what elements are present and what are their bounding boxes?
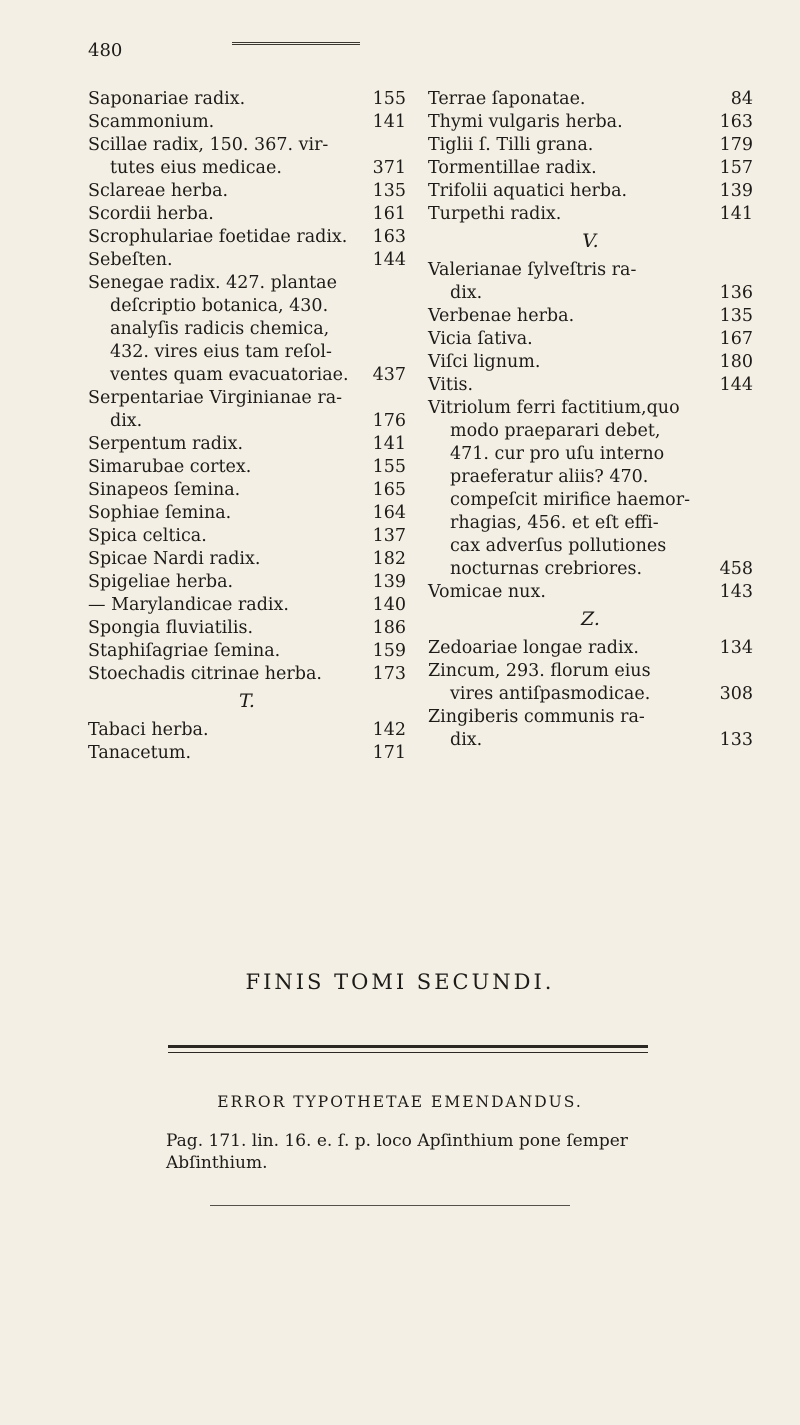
index-list-t bbox=[88, 719, 406, 765]
index-entry bbox=[88, 742, 406, 765]
index-list-v bbox=[428, 259, 753, 604]
entry-text: rhagias, 456. et eſt effi- bbox=[450, 513, 659, 533]
entry-text: deſcriptio botanica, 430. bbox=[110, 296, 329, 316]
index-list-t-continued bbox=[428, 88, 753, 226]
errata-text bbox=[166, 1130, 666, 1174]
entry-page-number: 143 bbox=[719, 582, 753, 602]
index-entry bbox=[428, 259, 753, 282]
entry-text: cax adverſus pollutiones bbox=[450, 536, 667, 556]
entry-page-number: 308 bbox=[719, 684, 753, 704]
entry-text: Spica celtica. bbox=[88, 526, 207, 546]
index-entry bbox=[428, 660, 753, 683]
entry-text: Zincum, 293. florum eius bbox=[428, 661, 651, 681]
index-entry bbox=[88, 479, 406, 502]
index-entry bbox=[88, 663, 406, 686]
errata-title: ERROR TYPOTHETAE EMENDANDUS. bbox=[217, 1093, 583, 1111]
index-entry bbox=[428, 134, 753, 157]
entry-page-number: 186 bbox=[372, 618, 406, 638]
entry-text: Vitis. bbox=[428, 375, 474, 395]
entry-page-number: 155 bbox=[372, 89, 406, 109]
index-entry bbox=[428, 111, 753, 134]
index-entry bbox=[428, 512, 753, 535]
header-rule bbox=[232, 42, 360, 45]
entry-text: 432. vires eius tam reſol- bbox=[110, 342, 332, 362]
entry-text: Tormentillae radix. bbox=[428, 158, 597, 178]
index-entry bbox=[428, 558, 753, 581]
index-entry bbox=[88, 249, 406, 272]
index-entry bbox=[88, 456, 406, 479]
entry-text: — Marylandicae radix. bbox=[88, 595, 289, 615]
entry-page-number: 139 bbox=[719, 181, 753, 201]
entry-page-number: 134 bbox=[719, 638, 753, 658]
entry-text: Sophiae ſemina. bbox=[88, 503, 232, 523]
index-entry bbox=[88, 157, 406, 180]
index-entry bbox=[88, 410, 406, 433]
index-list-s bbox=[88, 88, 406, 686]
entry-text: nocturnas crebriores. bbox=[450, 559, 643, 579]
entry-page-number: 141 bbox=[372, 112, 406, 132]
index-entry bbox=[428, 683, 753, 706]
index-entry bbox=[88, 387, 406, 410]
entry-text: 471. cur pro uſu interno bbox=[450, 444, 665, 464]
index-entry bbox=[428, 282, 753, 305]
entry-page-number: 458 bbox=[719, 559, 753, 579]
entry-text: Terrae ſaponatae. bbox=[428, 89, 586, 109]
entry-text: Valerianae ſylveſtris ra- bbox=[428, 260, 637, 280]
entry-text: Scillae radix, 150. 367. vir- bbox=[88, 135, 329, 155]
entry-page-number: 173 bbox=[372, 664, 406, 684]
entry-text: Zedoariae longae radix. bbox=[428, 638, 639, 658]
entry-text: Sclareae herba. bbox=[88, 181, 229, 201]
entry-text: vires antiſpasmodicae. bbox=[450, 684, 651, 704]
entry-page-number: 140 bbox=[372, 595, 406, 615]
entry-page-number: 182 bbox=[372, 549, 406, 569]
bottom-rule bbox=[210, 1205, 570, 1206]
errata-line: Abſinthium. bbox=[166, 1153, 268, 1173]
index-entry bbox=[88, 318, 406, 341]
entry-text: Staphiſagriae ſemina. bbox=[88, 641, 281, 661]
entry-text: Scordii herba. bbox=[88, 204, 214, 224]
index-entry bbox=[428, 157, 753, 180]
entry-page-number: 159 bbox=[372, 641, 406, 661]
entry-text: Vicia ſativa. bbox=[428, 329, 533, 349]
entry-text: compeſcit mirifice haemor- bbox=[450, 490, 690, 510]
entry-text: Scammonium. bbox=[88, 112, 215, 132]
entry-page-number: 371 bbox=[372, 158, 406, 178]
entry-page-number: 155 bbox=[372, 457, 406, 477]
index-entry bbox=[88, 502, 406, 525]
entry-text: Zingiberis communis ra- bbox=[428, 707, 645, 727]
index-entry bbox=[428, 180, 753, 203]
index-entry bbox=[88, 364, 406, 387]
index-entry bbox=[428, 581, 753, 604]
index-entry bbox=[88, 719, 406, 742]
entry-text: Serpentum radix. bbox=[88, 434, 244, 454]
entry-text: dix. bbox=[450, 730, 483, 750]
entry-page-number: 176 bbox=[372, 411, 406, 431]
index-entry bbox=[88, 111, 406, 134]
entry-page-number: 142 bbox=[372, 720, 406, 740]
errata-line: Pag. 171. lin. 16. e. ſ. p. loco Apſinthium pone ſemper bbox=[166, 1131, 628, 1151]
index-entry bbox=[428, 729, 753, 752]
entry-page-number: 180 bbox=[719, 352, 753, 372]
entry-page-number: 141 bbox=[719, 204, 753, 224]
entry-page-number: 135 bbox=[372, 181, 406, 201]
finis-line: FINIS TOMI SECUNDI. bbox=[245, 970, 555, 994]
entry-page-number: 163 bbox=[372, 227, 406, 247]
index-entry bbox=[428, 305, 753, 328]
index-entry bbox=[428, 88, 753, 111]
entry-page-number: 137 bbox=[372, 526, 406, 546]
index-entry bbox=[88, 433, 406, 456]
index-column-left bbox=[88, 88, 406, 765]
index-column-right bbox=[428, 88, 753, 752]
entry-page-number: 139 bbox=[372, 572, 406, 592]
entry-page-number: 133 bbox=[719, 730, 753, 750]
entry-page-number: 437 bbox=[372, 365, 406, 385]
index-entry bbox=[428, 351, 753, 374]
section-heading-z: Z. bbox=[581, 608, 600, 630]
entry-text: Tiglii ſ. Tilli grana. bbox=[428, 135, 594, 155]
errata-rule-thin bbox=[168, 1052, 648, 1053]
index-entry bbox=[428, 466, 753, 489]
index-entry bbox=[88, 548, 406, 571]
index-entry bbox=[88, 617, 406, 640]
entry-text: praeferatur aliis? 470. bbox=[450, 467, 649, 487]
index-entry bbox=[88, 203, 406, 226]
index-entry bbox=[428, 706, 753, 729]
entry-text: Tabaci herba. bbox=[88, 720, 209, 740]
entry-text: Scrophulariae foetidae radix. bbox=[88, 227, 348, 247]
entry-text: tutes eius medicae. bbox=[110, 158, 282, 178]
section-heading-v: V. bbox=[582, 230, 599, 252]
entry-text: Senegae radix. 427. plantae bbox=[88, 273, 337, 293]
entry-page-number: 135 bbox=[719, 306, 753, 326]
index-list-z bbox=[428, 637, 753, 752]
entry-text: Simarubae cortex. bbox=[88, 457, 252, 477]
index-entry bbox=[88, 295, 406, 318]
entry-text: Viſci lignum. bbox=[428, 352, 541, 372]
entry-page-number: 165 bbox=[372, 480, 406, 500]
entry-page-number: 167 bbox=[719, 329, 753, 349]
index-entry bbox=[428, 420, 753, 443]
entry-page-number: 136 bbox=[719, 283, 753, 303]
index-entry bbox=[428, 328, 753, 351]
entry-page-number: 144 bbox=[719, 375, 753, 395]
entry-text: Sebeſten. bbox=[88, 250, 173, 270]
entry-text: Turpethi radix. bbox=[428, 204, 562, 224]
index-entry bbox=[88, 226, 406, 249]
section-heading-t: T. bbox=[239, 690, 255, 712]
index-entry bbox=[88, 594, 406, 617]
entry-page-number: 144 bbox=[372, 250, 406, 270]
entry-page-number: 179 bbox=[719, 135, 753, 155]
entry-text: analyſis radicis chemica, bbox=[110, 319, 330, 339]
index-entry bbox=[428, 203, 753, 226]
entry-text: Saponariae radix. bbox=[88, 89, 246, 109]
index-entry bbox=[88, 88, 406, 111]
entry-page-number: 84 bbox=[730, 89, 753, 109]
entry-text: Spongia fluviatilis. bbox=[88, 618, 254, 638]
index-entry bbox=[428, 397, 753, 420]
entry-text: ventes quam evacuatoriae. bbox=[110, 365, 349, 385]
entry-text: Serpentariae Virginianae ra- bbox=[88, 388, 343, 408]
errata-rule-thick bbox=[168, 1045, 648, 1048]
entry-page-number: 171 bbox=[372, 743, 406, 763]
entry-text: Sinapeos ſemina. bbox=[88, 480, 241, 500]
entry-text: Verbenae herba. bbox=[428, 306, 575, 326]
entry-text: dix. bbox=[110, 411, 143, 431]
index-entry bbox=[428, 637, 753, 660]
entry-page-number: 164 bbox=[372, 503, 406, 523]
entry-page-number: 161 bbox=[372, 204, 406, 224]
index-entry bbox=[428, 489, 753, 512]
entry-text: Trifolii aquatici herba. bbox=[428, 181, 628, 201]
index-entry bbox=[88, 180, 406, 203]
entry-text: Vitriolum ferri factitium,quo bbox=[428, 398, 680, 418]
page-number: 480 bbox=[88, 40, 123, 61]
entry-text: Stoechadis citrinae herba. bbox=[88, 664, 322, 684]
index-entry bbox=[428, 443, 753, 466]
index-entry bbox=[88, 640, 406, 663]
index-entry bbox=[428, 374, 753, 397]
index-entry bbox=[88, 525, 406, 548]
entry-text: Spigeliae herba. bbox=[88, 572, 234, 592]
entry-text: modo praeparari debet, bbox=[450, 421, 661, 441]
entry-text: Thymi vulgaris herba. bbox=[428, 112, 623, 132]
entry-text: dix. bbox=[450, 283, 483, 303]
entry-text: Vomicae nux. bbox=[428, 582, 546, 602]
index-entry bbox=[88, 571, 406, 594]
entry-page-number: 163 bbox=[719, 112, 753, 132]
index-entry bbox=[428, 535, 753, 558]
index-entry bbox=[88, 134, 406, 157]
index-entry bbox=[88, 341, 406, 364]
entry-text: Tanacetum. bbox=[88, 743, 192, 763]
index-entry bbox=[88, 272, 406, 295]
entry-page-number: 157 bbox=[719, 158, 753, 178]
entry-text: Spicae Nardi radix. bbox=[88, 549, 261, 569]
entry-page-number: 141 bbox=[372, 434, 406, 454]
